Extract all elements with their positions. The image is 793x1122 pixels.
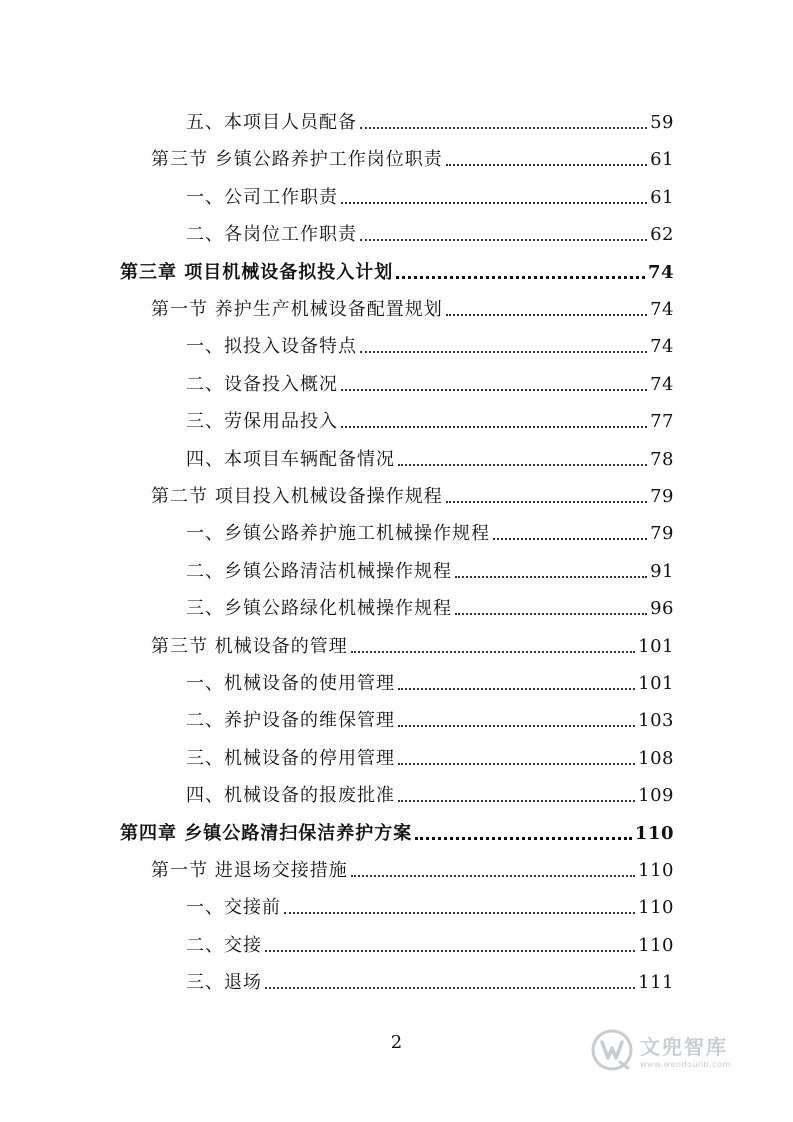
- toc-entry-page: 59: [650, 112, 674, 133]
- toc-entry-title: 第一节 进退场交接措施: [151, 860, 348, 881]
- toc-dot-leader: [415, 836, 632, 840]
- toc-entry-page: 79: [650, 486, 674, 507]
- toc-dot-leader: [455, 575, 647, 578]
- toc-entry-chapter[interactable]: [120, 254, 674, 284]
- toc-entry-title: 三、乡镇公路绿化机械操作规程: [186, 598, 452, 620]
- toc-dot-leader: [341, 388, 647, 391]
- toc-entry-page: 79: [650, 523, 674, 545]
- toc-entry-title: 二、乡镇公路清洁机械操作规程: [186, 560, 452, 582]
- toc-entry-title: 一、公司工作职责: [186, 186, 338, 208]
- toc-entry-title: 二、各岗位工作职责: [186, 224, 357, 246]
- toc-entry-section[interactable]: [151, 141, 674, 171]
- toc-entry-item[interactable]: [186, 216, 674, 246]
- toc-entry-title: 三、机械设备的停用管理: [186, 747, 395, 769]
- toc-entry-title: 一、拟投入设备特点: [186, 336, 357, 358]
- toc-entry-title: 一、机械设备的使用管理: [186, 673, 395, 694]
- toc-entry-page: 61: [650, 149, 674, 171]
- toc-entry-page: 91: [650, 560, 674, 582]
- toc-entry-page: 101: [638, 673, 674, 694]
- toc-entry-title: 二、设备投入概况: [186, 373, 338, 395]
- toc-entry-title: 第三章 项目机械设备拟投入计划: [120, 261, 394, 283]
- toc-entry-page: 110: [634, 822, 674, 844]
- toc-entry-page: 101: [638, 635, 674, 657]
- toc-entry-item[interactable]: [186, 403, 674, 433]
- toc-entry-item[interactable]: [186, 590, 674, 620]
- toc-entry-page: 78: [650, 448, 674, 470]
- toc-dot-leader: [396, 275, 645, 279]
- toc-dot-leader: [398, 724, 635, 727]
- page-number: 2: [390, 1032, 403, 1053]
- toc-entry-item[interactable]: [186, 889, 674, 919]
- toc-dot-leader: [446, 500, 647, 503]
- toc-entry-title: 一、交接前: [186, 897, 281, 919]
- toc-dot-leader: [351, 874, 635, 877]
- toc-dot-leader: [398, 687, 635, 690]
- toc-dot-leader: [284, 911, 635, 914]
- toc-dot-leader: [265, 986, 635, 989]
- toc-entry-title: 四、本项目车辆配备情况: [186, 448, 395, 470]
- toc-entry-title: 第二节 项目投入机械设备操作规程: [151, 486, 443, 507]
- toc-entry-title: 二、养护设备的维保管理: [186, 710, 395, 732]
- toc-entry-page: 96: [650, 598, 674, 620]
- watermark-url: www.wendoulib.com: [640, 1060, 731, 1069]
- toc-entry-page: 108: [638, 747, 674, 769]
- watermark: [590, 1020, 760, 1080]
- toc-dot-leader: [398, 762, 635, 765]
- toc-entry-item[interactable]: [186, 328, 674, 358]
- toc-dot-leader: [265, 949, 635, 952]
- toc-entry-item[interactable]: [186, 665, 674, 695]
- toc-entry-page: 110: [638, 897, 674, 919]
- toc-entry-title: 三、劳保用品投入: [186, 411, 338, 433]
- toc-dot-leader: [493, 537, 647, 540]
- toc-entry-chapter[interactable]: [120, 815, 674, 845]
- toc-dot-leader: [360, 126, 647, 129]
- toc-dot-leader: [351, 650, 635, 653]
- toc-entry-section[interactable]: [151, 852, 674, 882]
- toc-entry-page: 110: [638, 934, 674, 956]
- toc-entry-title: 第三节 机械设备的管理: [151, 635, 348, 657]
- toc-entry-title: 三、退场: [186, 972, 262, 994]
- toc-dot-leader: [455, 612, 647, 615]
- toc-entry-page: 111: [638, 972, 674, 994]
- toc-entry-item[interactable]: [186, 441, 674, 471]
- toc-entry-title: 二、交接: [186, 934, 262, 956]
- toc-dot-leader: [398, 463, 647, 466]
- toc-entry-item[interactable]: [186, 515, 674, 545]
- watermark-text: [640, 1031, 731, 1069]
- toc-entry-page: 74: [650, 336, 674, 358]
- toc-entry-title: 第四章 乡镇公路清扫保洁养护方案: [120, 822, 413, 844]
- toc-dot-leader: [398, 799, 635, 802]
- toc-entry-page: 110: [638, 860, 674, 881]
- toc-entry-page: 109: [638, 785, 674, 807]
- toc-entry-item[interactable]: [186, 553, 674, 583]
- toc-dot-leader: [341, 201, 647, 204]
- toc-dot-leader: [446, 163, 647, 166]
- toc-entry-page: 62: [650, 224, 674, 246]
- toc-entry-item[interactable]: [186, 366, 674, 396]
- toc-entry-title: 一、乡镇公路养护施工机械操作规程: [186, 523, 490, 545]
- toc-dot-leader: [360, 350, 647, 353]
- toc-entry-item[interactable]: [186, 964, 674, 994]
- toc-dot-leader: [341, 425, 647, 428]
- toc-entry-item[interactable]: [186, 179, 674, 209]
- toc-entry-item[interactable]: [186, 740, 674, 770]
- toc-entry-title: 四、机械设备的报废批准: [186, 785, 395, 807]
- toc-entry-page: 74: [650, 373, 674, 395]
- toc-entry-page: 74: [647, 261, 674, 283]
- toc-entry-page: 103: [638, 710, 674, 732]
- toc-dot-leader: [446, 313, 647, 316]
- wendou-logo-icon: [590, 1028, 634, 1072]
- toc-entry-page: 74: [650, 299, 674, 320]
- toc-dot-leader: [360, 238, 647, 241]
- toc-entry-section[interactable]: [151, 291, 674, 321]
- toc-entry-item[interactable]: [186, 104, 674, 134]
- toc-entry-title: 第三节 乡镇公路养护工作岗位职责: [151, 149, 443, 171]
- toc-entry-title: 五、本项目人员配备: [186, 112, 357, 133]
- watermark-name: 文兜智库: [640, 1035, 728, 1059]
- toc-entry-page: 61: [650, 186, 674, 208]
- toc-entry-item[interactable]: [186, 702, 674, 732]
- toc-entry-section[interactable]: [151, 478, 674, 508]
- toc-entry-section[interactable]: [151, 628, 674, 658]
- toc-entry-item[interactable]: [186, 777, 674, 807]
- toc-entry-page: 77: [650, 411, 674, 433]
- toc-entry-title: 第一节 养护生产机械设备配置规划: [151, 299, 443, 320]
- toc-entry-item[interactable]: [186, 927, 674, 957]
